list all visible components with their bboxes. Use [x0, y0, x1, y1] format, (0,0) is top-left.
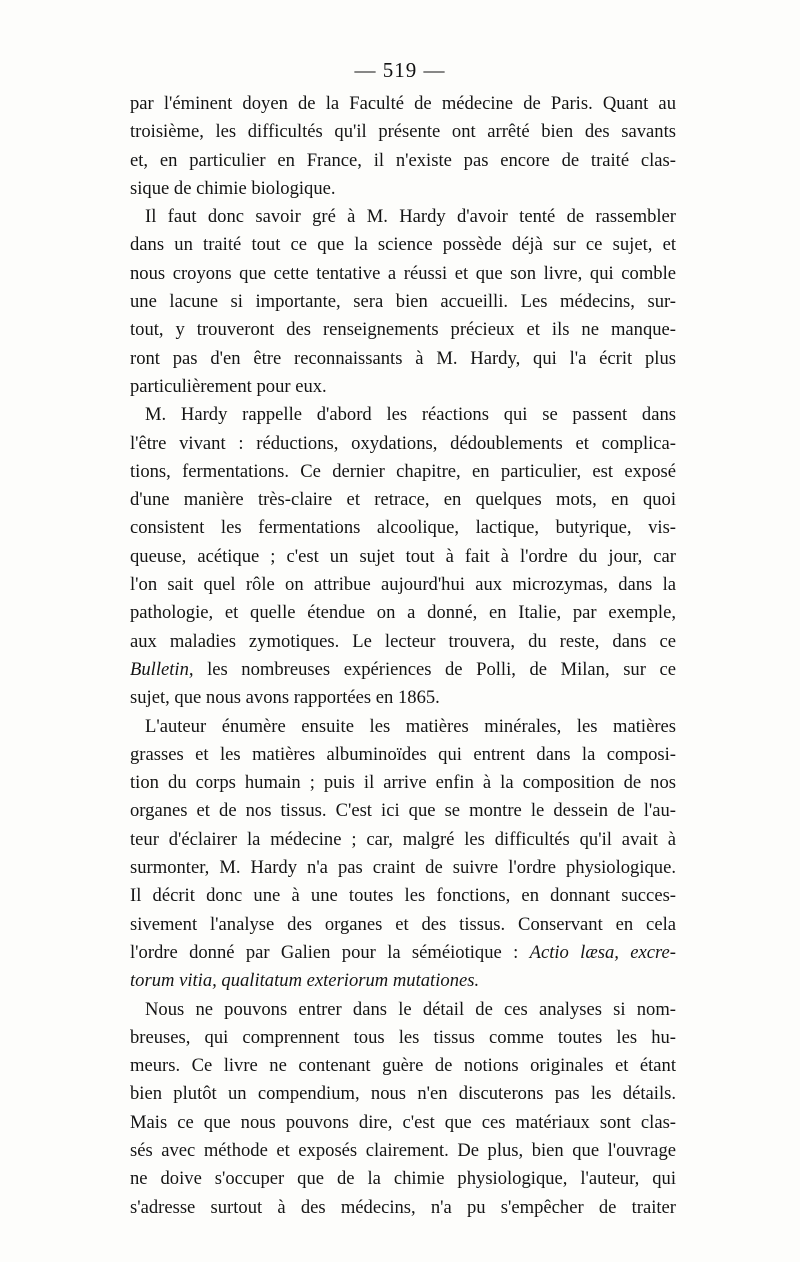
text-line: l'être vivant : réductions, oxydations, dédoublements et complica-	[130, 432, 676, 454]
text-line: par l'éminent doyen de la Faculté de médecine de Paris. Quant au	[130, 93, 676, 114]
paragraph	[130, 713, 676, 996]
text-line: particulièrement pour eux.	[130, 375, 327, 397]
text-line: teur d'éclairer la médecine ; car, malgré les difficultés qu'il avait à	[130, 828, 676, 850]
text-line: Nous ne pouvons entrer dans le détail de ces analyses si nom-	[145, 998, 676, 1020]
text-line: Bulletin, les nombreuses expériences de Polli, de Milan, sur ce	[130, 658, 676, 680]
text-line: grasses et les matières albuminoïdes qui entrent dans la composi-	[130, 743, 676, 765]
text-line: meurs. Ce livre ne contenant guère de notions originales et étant	[130, 1055, 676, 1077]
text-line: consistent les fermentations alcoolique, lactique, butyrique, vis-	[130, 517, 676, 539]
text-line: queuse, acétique ; c'est un sujet tout à fait à l'ordre du jour, car	[130, 545, 676, 567]
text-line: torum vitia, qualitatum exteriorum mutationes.	[130, 970, 480, 992]
text-line: une lacune si importante, sera bien accueilli. Les médecins, sur-	[130, 291, 676, 313]
text-line: organes et de nos tissus. C'est ici que se montre le dessein de l'au-	[130, 800, 676, 822]
text-line: aux maladies zymotiques. Le lecteur trouvera, du reste, dans ce	[130, 630, 676, 652]
text-line: bien plutôt un compendium, nous n'en discuterons pas les détails.	[130, 1083, 676, 1105]
text-line: surmonter, M. Hardy n'a pas craint de suivre l'ordre physiologique.	[130, 857, 676, 879]
text-line: tions, fermentations. Ce dernier chapitre, en particulier, est exposé	[130, 460, 676, 482]
text-line: dans un traité tout ce que la science possède déjà sur ce sujet, et	[130, 234, 676, 256]
text-line: l'ordre donné par Galien pour la séméiotique : Actio læsa, excre-	[130, 941, 676, 963]
text-line: sés avec méthode et exposés clairement. De plus, bien que l'ouvrage	[130, 1139, 676, 1161]
text-line: Mais ce que nous pouvons dire, c'est que ces matériaux sont clas-	[130, 1111, 676, 1133]
paragraph	[130, 203, 676, 401]
text-line: Il faut donc savoir gré à M. Hardy d'avoir tenté de rassembler	[145, 206, 676, 228]
text-line: et, en particulier en France, il n'existe pas encore de traité clas-	[130, 149, 676, 171]
text-line: tout, y trouveront des renseignements précieux et ils ne manque-	[130, 319, 676, 341]
text-line: Il décrit donc une à une toutes les fonctions, en donnant succes-	[130, 885, 676, 907]
page-number: — 519 —	[354, 58, 446, 82]
text-line: nous croyons que cette tentative a réussi et que son livre, qui comble	[130, 262, 676, 284]
body-text	[130, 90, 676, 1222]
paragraph	[130, 401, 676, 712]
text-line: ront pas d'en être reconnaissants à M. Hardy, qui l'a écrit plus	[130, 347, 676, 369]
text-line: s'adresse surtout à des médecins, n'a pu s'empêcher de traiter	[130, 1196, 676, 1218]
text-line: L'auteur énumère ensuite les matières minérales, les matières	[145, 715, 676, 737]
text-line: ne doive s'occuper que de la chimie physiologique, l'auteur, qui	[130, 1168, 676, 1190]
text-line: breuses, qui comprennent tous les tissus comme toutes les hu-	[130, 1026, 676, 1048]
paragraph	[130, 90, 676, 203]
text-line: sique de chimie biologique.	[130, 177, 336, 199]
paragraph	[130, 996, 676, 1222]
text-line: d'une manière très-claire et retrace, en quelques mots, en quoi	[130, 489, 676, 511]
text-line: sujet, que nous avons rapportées en 1865.	[130, 687, 440, 709]
text-line: tion du corps humain ; puis il arrive enfin à la composition de nos	[130, 772, 676, 794]
text-line: l'on sait quel rôle on attribue aujourd'hui aux microzymas, dans la	[130, 574, 676, 596]
text-line: pathologie, et quelle étendue on a donné, en Italie, par exemple,	[130, 602, 676, 624]
text-line: M. Hardy rappelle d'abord les réactions qui se passent dans	[145, 404, 676, 426]
text-line: sivement l'analyse des organes et des tissus. Conservant en cela	[130, 913, 676, 935]
text-line: troisième, les difficultés qu'il présente ont arrêté bien des savants	[130, 121, 676, 143]
